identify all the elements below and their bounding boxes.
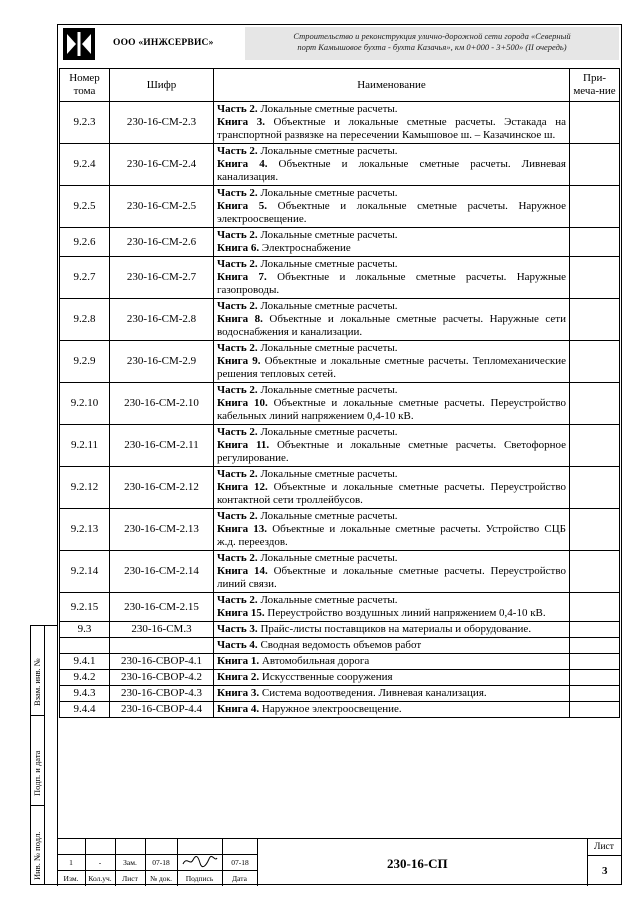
volume-name	[214, 686, 570, 702]
part-text: Локальные сметные расчеты.	[257, 103, 398, 115]
side-cell-podp	[31, 716, 44, 806]
table-row	[60, 654, 620, 670]
part-text: Локальные сметные расчеты.	[257, 229, 398, 241]
table-row	[60, 257, 620, 299]
stamp-doc-value: 07-18	[152, 858, 170, 867]
volume-note	[570, 341, 620, 383]
book-text: Объектные и локальные сметные расчеты. Переустройство кабельных линий напряжением 0,4-10 кВ.	[217, 397, 566, 422]
stamp-kol: Кол.уч.	[88, 874, 112, 883]
volume-number: 9.2.12	[60, 467, 110, 509]
volume-note	[570, 102, 620, 144]
company-name: ООО «ИНЖСЕРВИС»	[113, 38, 214, 48]
volume-note	[570, 638, 620, 654]
stamp-izm: Изм.	[63, 874, 79, 883]
volume-note	[570, 593, 620, 622]
volume-name	[214, 102, 570, 144]
volume-note	[570, 551, 620, 593]
volume-name	[214, 144, 570, 186]
header-num: Номер тома	[60, 69, 110, 102]
stamp-kol-value: -	[98, 858, 102, 867]
volume-note	[570, 257, 620, 299]
volume-number: 9.2.7	[60, 257, 110, 299]
table-row	[60, 102, 620, 144]
book-label: Книга 13.	[217, 523, 268, 535]
part-label: Часть 2.	[217, 510, 258, 522]
volume-note	[570, 299, 620, 341]
volume-note	[570, 702, 620, 718]
volume-note	[570, 383, 620, 425]
volume-number: 9.2.8	[60, 299, 110, 341]
volume-name	[214, 702, 570, 718]
signature	[181, 853, 219, 871]
side-label-inv-zam: Взам. инв. №	[32, 658, 42, 706]
volume-code: 230-16-СМ-2.14	[110, 551, 214, 593]
volume-number: 9.2.3	[60, 102, 110, 144]
part-label: Часть 2.	[217, 103, 258, 115]
table-row	[60, 702, 620, 718]
table-row	[60, 670, 620, 686]
stamp-data: Дата	[232, 874, 247, 883]
table-header-row	[60, 69, 620, 102]
part-label: Часть 2.	[217, 145, 258, 157]
table-row	[60, 638, 620, 654]
volume-number: 9.2.11	[60, 425, 110, 467]
book-label: Книга 4.	[217, 158, 268, 170]
stamp-list-value: Зам.	[123, 858, 137, 867]
book-label: Книга 7.	[217, 271, 267, 283]
volume-name	[214, 638, 570, 654]
book-text: Объектные и локальные сметные расчеты. Эстакада на транспортной развязке на пересечении Камышовое ш. – Казачинское ш.	[217, 116, 566, 141]
volume-code: 230-16-СМ-2.4	[110, 144, 214, 186]
header-code: Шифр	[110, 69, 214, 102]
table-row	[60, 509, 620, 551]
volume-name	[214, 228, 570, 257]
book-text: Наружное электроосвещение.	[259, 703, 402, 715]
book-text: Объектные и локальные сметные расчеты. Переустройство контактной сети троллейбусов.	[217, 481, 566, 506]
header-name: Наименование	[214, 69, 570, 102]
part-label: Часть 2.	[217, 426, 258, 438]
volume-name	[214, 299, 570, 341]
book-text: Переустройство воздушных линий напряжением 0,4-10 кВ.	[264, 607, 546, 619]
volume-code: 230-16-СМ-2.8	[110, 299, 214, 341]
volume-number: 9.2.10	[60, 383, 110, 425]
part-text: Локальные сметные расчеты.	[257, 552, 398, 564]
book-text: Объектные и локальные сметные расчеты. Ливневая канализация.	[217, 158, 566, 183]
book-text: Объектные и локальные сметные расчеты. Устройство СЦБ ж.д. переездов.	[217, 523, 566, 548]
book-label: Книга 3.	[217, 687, 260, 699]
stamp-list: Лист	[122, 874, 138, 883]
volume-note	[570, 425, 620, 467]
part-label: Часть 2.	[217, 552, 258, 564]
table-row	[60, 228, 620, 257]
book-text: Объектные и локальные сметные расчеты. Тепломеханические решения тепловых сетей.	[217, 355, 566, 380]
table-row	[60, 686, 620, 702]
volume-code: 230-16-СВОР-4.4	[110, 702, 214, 718]
volumes-table	[59, 68, 620, 718]
object-title-line2: порт Камышовое бухта - бухта Казачья», км 0+000 - 3+500» (II очередь)	[297, 42, 567, 52]
book-text: Объектные и локальные сметные расчеты. Наружные сети водоснабжения и канализации.	[217, 313, 566, 338]
volume-code: 230-16-СМ-2.5	[110, 186, 214, 228]
book-label: Книга 4.	[217, 703, 260, 715]
volume-name	[214, 257, 570, 299]
book-text: Система водоотведения. Ливневая канализация.	[259, 687, 487, 699]
volume-code: 230-16-СВОР-4.1	[110, 654, 214, 670]
book-label: Книга 15.	[217, 607, 265, 619]
table-row	[60, 425, 620, 467]
volume-note	[570, 670, 620, 686]
stamp-izm-value: 1	[69, 858, 73, 867]
volume-note	[570, 654, 620, 670]
volume-note	[570, 228, 620, 257]
part-text: Локальные сметные расчеты.	[257, 187, 398, 199]
part-label: Часть 2.	[217, 468, 258, 480]
volume-note	[570, 686, 620, 702]
book-label: Книга 2.	[217, 671, 260, 683]
table-row	[60, 341, 620, 383]
part-text: Локальные сметные расчеты.	[257, 300, 398, 312]
table-row	[60, 383, 620, 425]
volume-note	[570, 186, 620, 228]
volume-number: 9.4.2	[60, 670, 110, 686]
header-note: При-меча-ние	[570, 69, 620, 102]
volume-code: 230-16-СВОР-4.3	[110, 686, 214, 702]
side-label-inv-podl: Инв. № подл.	[32, 831, 42, 880]
part-text: Прайс-листы поставщиков на материалы и оборудование.	[257, 623, 532, 635]
part-label: Часть 2.	[217, 594, 258, 606]
book-label: Книга 6.	[217, 242, 260, 254]
part-text: Локальные сметные расчеты.	[257, 342, 398, 354]
part-text: Локальные сметные расчеты.	[257, 510, 398, 522]
part-text: Локальные сметные расчеты.	[257, 384, 398, 396]
volume-note	[570, 509, 620, 551]
book-text: Объектные и локальные сметные расчеты. Переустройство линий связи.	[217, 565, 566, 590]
part-label: Часть 3.	[217, 623, 258, 635]
volume-name	[214, 654, 570, 670]
part-text: Локальные сметные расчеты.	[257, 145, 398, 157]
volume-name	[214, 467, 570, 509]
side-label-podp: Подп. и дата	[32, 750, 42, 796]
book-label: Книга 10.	[217, 397, 268, 409]
volume-code	[110, 638, 214, 654]
volume-name	[214, 622, 570, 638]
stamp-doc: № док.	[149, 874, 173, 883]
book-text: Объектные и локальные сметные расчеты. Светофорное регулирование.	[217, 439, 567, 464]
side-cell-inv-podl	[31, 806, 44, 886]
volume-code: 230-16-СМ-2.11	[110, 425, 214, 467]
volume-name	[214, 383, 570, 425]
volume-number: 9.2.15	[60, 593, 110, 622]
part-label: Часть 2.	[217, 229, 258, 241]
volume-number: 9.4.1	[60, 654, 110, 670]
book-label: Книга 1.	[217, 655, 260, 667]
volume-number: 9.4.3	[60, 686, 110, 702]
part-text: Сводная ведомость объемов работ	[257, 639, 422, 651]
part-label: Часть 2.	[217, 187, 258, 199]
volume-name	[214, 186, 570, 228]
volume-code: 230-16-СМ.3	[110, 622, 214, 638]
part-text: Локальные сметные расчеты.	[257, 426, 398, 438]
side-cell-inv-zam	[31, 626, 44, 716]
volume-code: 230-16-СМ-2.7	[110, 257, 214, 299]
volume-name	[214, 670, 570, 686]
volume-code: 230-16-СМ-2.3	[110, 102, 214, 144]
part-label: Часть 4.	[217, 639, 258, 651]
table-row	[60, 622, 620, 638]
volume-note	[570, 622, 620, 638]
table-row	[60, 593, 620, 622]
side-stamp	[30, 625, 57, 885]
table-row	[60, 467, 620, 509]
volume-name	[214, 551, 570, 593]
part-label: Часть 2.	[217, 384, 258, 396]
book-text: Автомобильная дорога	[259, 655, 370, 667]
stamp-date-value: 07-18	[231, 858, 249, 867]
book-label: Книга 12.	[217, 481, 268, 493]
volume-code: 230-16-СМ-2.9	[110, 341, 214, 383]
volume-number: 9.2.9	[60, 341, 110, 383]
company-logo	[63, 28, 95, 60]
stamp-podpis: Подпись	[185, 874, 214, 883]
title-block	[57, 838, 622, 885]
part-text: Локальные сметные расчеты.	[257, 594, 398, 606]
sheet-number: 3	[602, 865, 608, 877]
sheet-label: Лист	[594, 842, 614, 852]
book-text: Электроснабжение	[259, 242, 351, 254]
volume-code: 230-16-СМ-2.15	[110, 593, 214, 622]
part-text: Локальные сметные расчеты.	[257, 468, 398, 480]
volume-name	[214, 341, 570, 383]
volume-number	[60, 638, 110, 654]
volume-note	[570, 144, 620, 186]
table-row	[60, 144, 620, 186]
document-code: 230-16-СП	[387, 856, 448, 871]
volume-number: 9.4.4	[60, 702, 110, 718]
volume-name	[214, 509, 570, 551]
volume-code: 230-16-СВОР-4.2	[110, 670, 214, 686]
book-label: Книга 11.	[217, 439, 270, 451]
volume-code: 230-16-СМ-2.6	[110, 228, 214, 257]
table-row	[60, 186, 620, 228]
part-label: Часть 2.	[217, 258, 258, 270]
book-text: Искусственные сооружения	[259, 671, 393, 683]
volume-code: 230-16-СМ-2.10	[110, 383, 214, 425]
book-text: Объектные и локальные сметные расчеты. Наружные газопроводы.	[217, 271, 566, 296]
volume-code: 230-16-СМ-2.12	[110, 467, 214, 509]
object-title-line1: Строительство и реконструкция улично-дорожной сети города «Северный	[293, 31, 571, 41]
part-label: Часть 2.	[217, 300, 258, 312]
book-text: Объектные и локальные сметные расчеты. Наружное электроосвещение.	[217, 200, 566, 225]
volume-number: 9.2.13	[60, 509, 110, 551]
volume-number: 9.3	[60, 622, 110, 638]
book-label: Книга 5.	[217, 200, 268, 212]
volume-number: 9.2.14	[60, 551, 110, 593]
book-label: Книга 14.	[217, 565, 268, 577]
volume-number: 9.2.6	[60, 228, 110, 257]
part-label: Часть 2.	[217, 342, 258, 354]
header	[57, 24, 622, 64]
volume-code: 230-16-СМ-2.13	[110, 509, 214, 551]
table-row	[60, 551, 620, 593]
part-text: Локальные сметные расчеты.	[257, 258, 398, 270]
volume-name	[214, 593, 570, 622]
book-label: Книга 3.	[217, 116, 265, 128]
volume-note	[570, 467, 620, 509]
book-label: Книга 8.	[217, 313, 263, 325]
volume-name	[214, 425, 570, 467]
book-label: Книга 9.	[217, 355, 261, 367]
table-row	[60, 299, 620, 341]
volume-number: 9.2.4	[60, 144, 110, 186]
volume-number: 9.2.5	[60, 186, 110, 228]
object-title	[245, 27, 619, 60]
